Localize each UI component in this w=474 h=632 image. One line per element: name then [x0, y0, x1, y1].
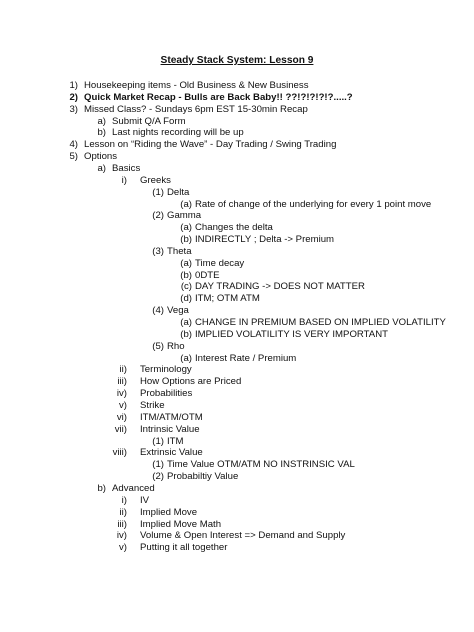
outline-item-text: Rho — [167, 340, 185, 352]
outline-item-text: Delta — [167, 186, 190, 198]
outline-item-marker: (b) — [180, 269, 192, 281]
outline-item-marker: (a) — [180, 198, 192, 210]
outline-item-marker: i) — [121, 174, 127, 186]
outline-item-text: CHANGE IN PREMIUM BASED ON IMPLIED VOLATILITY — [195, 317, 446, 328]
outline-item-text: Changes the delta — [195, 222, 273, 234]
outline-item-marker: viii) — [112, 447, 127, 459]
outline-item-marker: a) — [97, 162, 106, 174]
outline-item-marker: (c) — [180, 281, 192, 293]
outline-item-marker: (1) — [152, 459, 164, 471]
outline-item-marker: iv) — [116, 388, 127, 400]
outline-item-text: Basics — [112, 162, 141, 174]
outline-item-marker: (5) — [152, 340, 164, 352]
outline-item-text: Probabilities — [140, 388, 193, 400]
outline-item-text: Quick Market Recap - Bulls are Back Baby!! ??!?!?!?!?.....? — [84, 91, 353, 103]
outline-item-marker: ii) — [119, 506, 127, 518]
outline-item-text: Time Value OTM/ATM NO INSTRINSIC VAL — [167, 459, 355, 471]
outline-item-text: Strike — [140, 399, 165, 411]
outline-item-marker: iii) — [117, 518, 127, 530]
outline-item-marker: vii) — [114, 423, 127, 435]
outline-item-text: Implied Move — [140, 506, 198, 518]
outline-item-marker: (a) — [180, 352, 192, 364]
outline-item-marker: (2) — [152, 210, 164, 222]
outline-item-marker: ii) — [119, 364, 127, 376]
outline-item-marker: (a) — [180, 257, 192, 269]
outline-item-text: Volume & Open Interest => Demand and Supply — [140, 530, 346, 542]
outline-item-text: Housekeeping items - Old Business & New Business — [84, 80, 309, 91]
outline-item-text: Lesson on “Riding the Wave” - Day Trading / Swing Trading — [84, 139, 337, 151]
outline-item-text: Theta — [167, 245, 192, 257]
outline-item — [0, 541, 474, 554]
outline-item-text: ITM; OTM ATM — [195, 293, 260, 305]
outline-item-marker: (a) — [180, 222, 192, 234]
outline-item-marker: 2) — [69, 91, 78, 103]
outline-item-text: Options — [84, 151, 118, 163]
outline-item-text: DAY TRADING -> DOES NOT MATTER — [195, 281, 365, 293]
outline-item-marker: 5) — [69, 151, 78, 163]
outline-item-text: Vega — [167, 305, 189, 317]
outline-item-text: IMPLIED VOLATILITY IS VERY IMPORTANT — [195, 328, 388, 340]
outline-item-marker: vi) — [116, 411, 127, 423]
outline-item-marker: (2) — [152, 471, 164, 483]
outline-item-text: INDIRECTLY ; Delta -> Premium — [195, 234, 335, 245]
outline-item-marker: 1) — [69, 80, 78, 91]
outline-item-marker: b) — [97, 482, 106, 494]
outline-item-text: Interest Rate / Premium — [195, 352, 297, 364]
outline-item-marker: a) — [97, 115, 106, 127]
outline-item-text: Greeks — [140, 174, 171, 186]
outline-item-marker: (4) — [152, 305, 164, 317]
outline-item-marker: iv) — [116, 530, 127, 542]
outline-item-text: Submit Q/A Form — [112, 115, 186, 127]
outline-item-marker: (d) — [180, 293, 192, 305]
outline-item-marker: (b) — [180, 234, 192, 245]
outline-item-text: ITM/ATM/OTM — [140, 411, 203, 423]
outline-item-text: Time decay — [195, 257, 245, 269]
outline-item-text: Implied Move Math — [140, 518, 222, 530]
outline-item-text: Gamma — [167, 210, 202, 222]
document-title: Steady Stack System: Lesson 9 — [160, 55, 314, 66]
outline-item-marker: (a) — [180, 317, 192, 328]
outline-item-text: Last nights recording will be up — [112, 127, 244, 139]
outline-item-text: Terminology — [140, 364, 192, 376]
outline-item-text: Advanced — [112, 482, 155, 494]
outline-item-marker: (1) — [152, 186, 164, 198]
outline-item-marker: iii) — [117, 376, 127, 388]
outline-item-text: 0DTE — [195, 269, 220, 281]
outline-item-marker: b) — [97, 127, 106, 139]
outline-item-text: Putting it all together — [140, 542, 228, 554]
outline-item-text: Probabiltiy Value — [167, 471, 239, 483]
outline-item-marker: 4) — [69, 139, 78, 151]
outline-item-marker: (3) — [152, 245, 164, 257]
outline-item-marker: v) — [119, 399, 127, 411]
outline-item-text: Extrinsic Value — [140, 447, 203, 459]
outline-item-text: IV — [140, 494, 150, 506]
outline-item-text: Missed Class? - Sundays 6pm EST 15-30min Recap — [84, 103, 308, 115]
outline-item-text: Rate of change of the underlying for every 1 point move — [195, 198, 432, 210]
outline-item-marker: i) — [121, 494, 127, 506]
outline-item-marker: (1) — [152, 435, 164, 447]
outline-item-text: Intrinsic Value — [140, 423, 200, 435]
outline-item-text: ITM — [167, 435, 184, 447]
outline-item-marker: v) — [119, 542, 127, 554]
outline-item-marker: (b) — [180, 328, 192, 340]
outline-item-text: How Options are Priced — [140, 376, 242, 388]
outline-item-marker: 3) — [69, 103, 78, 115]
